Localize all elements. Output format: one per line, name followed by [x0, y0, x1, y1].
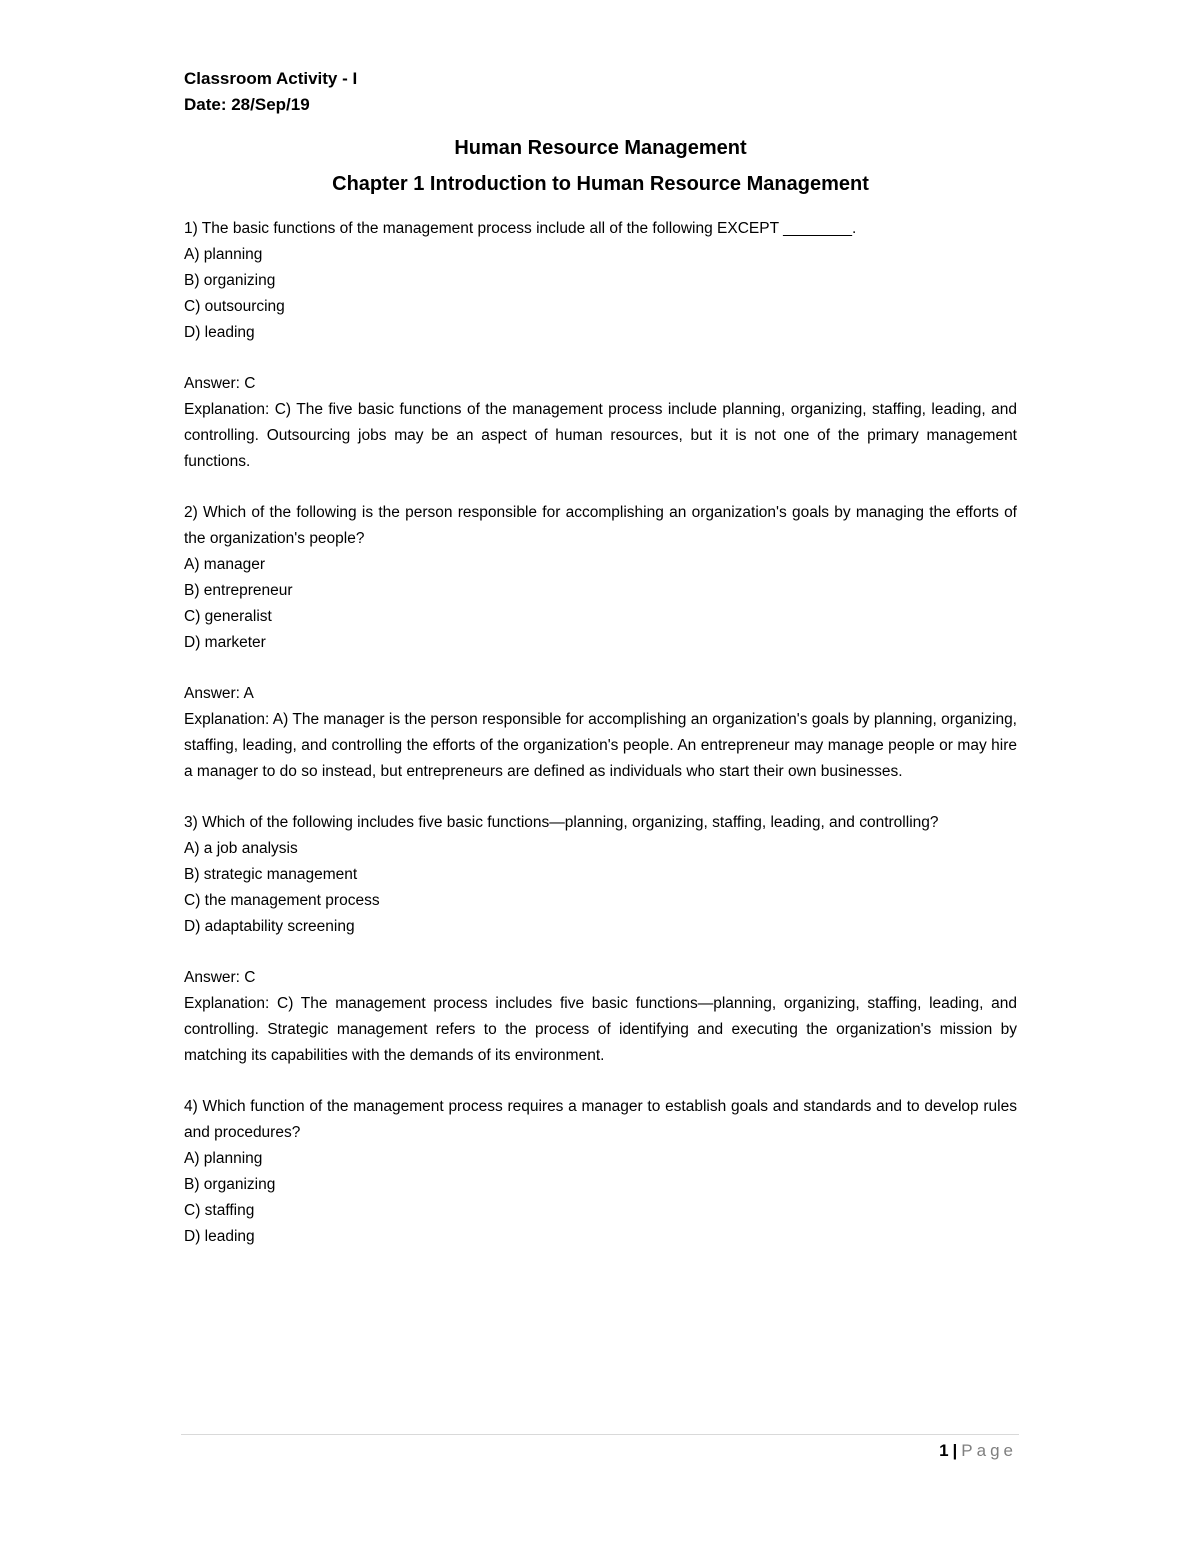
option-c: C) outsourcing — [184, 298, 285, 315]
question-text: 1) The basic functions of the management process include all of the following EXCEPT ________. — [184, 220, 857, 237]
answer-line: Answer: C — [184, 375, 256, 392]
answer-line: Answer: C — [184, 969, 256, 986]
option-c: C) the management process — [184, 892, 380, 909]
option-d: D) leading — [184, 1228, 255, 1245]
date-label: Date: 28/Sep/19 — [184, 95, 310, 114]
question-3 — [184, 810, 1017, 1069]
option-b: B) organizing — [184, 1176, 276, 1193]
question-1 — [184, 216, 1017, 475]
option-c: C) staffing — [184, 1202, 255, 1219]
option-a: A) manager — [184, 556, 265, 573]
page-number: 1 — [939, 1441, 949, 1460]
question-text: 2) Which of the following is the person responsible for accomplishing an organization's goals by managing the efforts of the organization's people? — [184, 504, 1017, 547]
option-b: B) strategic management — [184, 866, 358, 883]
question-2 — [184, 500, 1017, 785]
question-4 — [184, 1094, 1017, 1250]
page-footer — [939, 1438, 1017, 1464]
option-a: A) planning — [184, 246, 263, 263]
explanation-text: Explanation: A) The manager is the person responsible for accomplishing an organization's goals by planning, organizing, staffing, leading, and controlling the efforts of the organization's people. An entrepreneur may manage people or may hire a manager to do so instead, but entrepreneurs are defined as individuals who start their own businesses. — [184, 711, 1017, 780]
page-word: Page — [961, 1441, 1017, 1460]
answer-line: Answer: A — [184, 685, 254, 702]
chapter-title: Chapter 1 Introduction to Human Resource Management — [332, 173, 869, 195]
page-separator: | — [952, 1441, 958, 1460]
option-c: C) generalist — [184, 608, 272, 625]
footer-divider — [181, 1434, 1019, 1435]
option-b: B) organizing — [184, 272, 276, 289]
activity-label: Classroom Activity - I — [184, 69, 358, 88]
question-text: 3) Which of the following includes five basic functions—planning, organizing, staffing, leading, and controlling? — [184, 814, 939, 831]
option-d: D) adaptability screening — [184, 918, 355, 935]
title-block — [184, 130, 1017, 202]
explanation-text: Explanation: C) The five basic functions of the management process include planning, organizing, staffing, leading, and controlling. Outsourcing jobs may be an aspect of human resources, but it is not one of the primary management functions. — [184, 401, 1017, 470]
question-text: 4) Which function of the management process requires a manager to establish goals and standards and to develop rules and procedures? — [184, 1098, 1017, 1141]
subject-title: Human Resource Management — [454, 137, 747, 159]
option-a: A) a job analysis — [184, 840, 298, 857]
option-d: D) marketer — [184, 634, 266, 651]
option-d: D) leading — [184, 324, 255, 341]
option-a: A) planning — [184, 1150, 263, 1167]
explanation-text: Explanation: C) The management process includes five basic functions—planning, organizing, staffing, leading, and controlling. Strategic management refers to the process of identifying and executing the organization's mission by matching its capabilities with the demands of its environment. — [184, 995, 1017, 1064]
document-page — [184, 66, 1017, 1275]
option-b: B) entrepreneur — [184, 582, 293, 599]
